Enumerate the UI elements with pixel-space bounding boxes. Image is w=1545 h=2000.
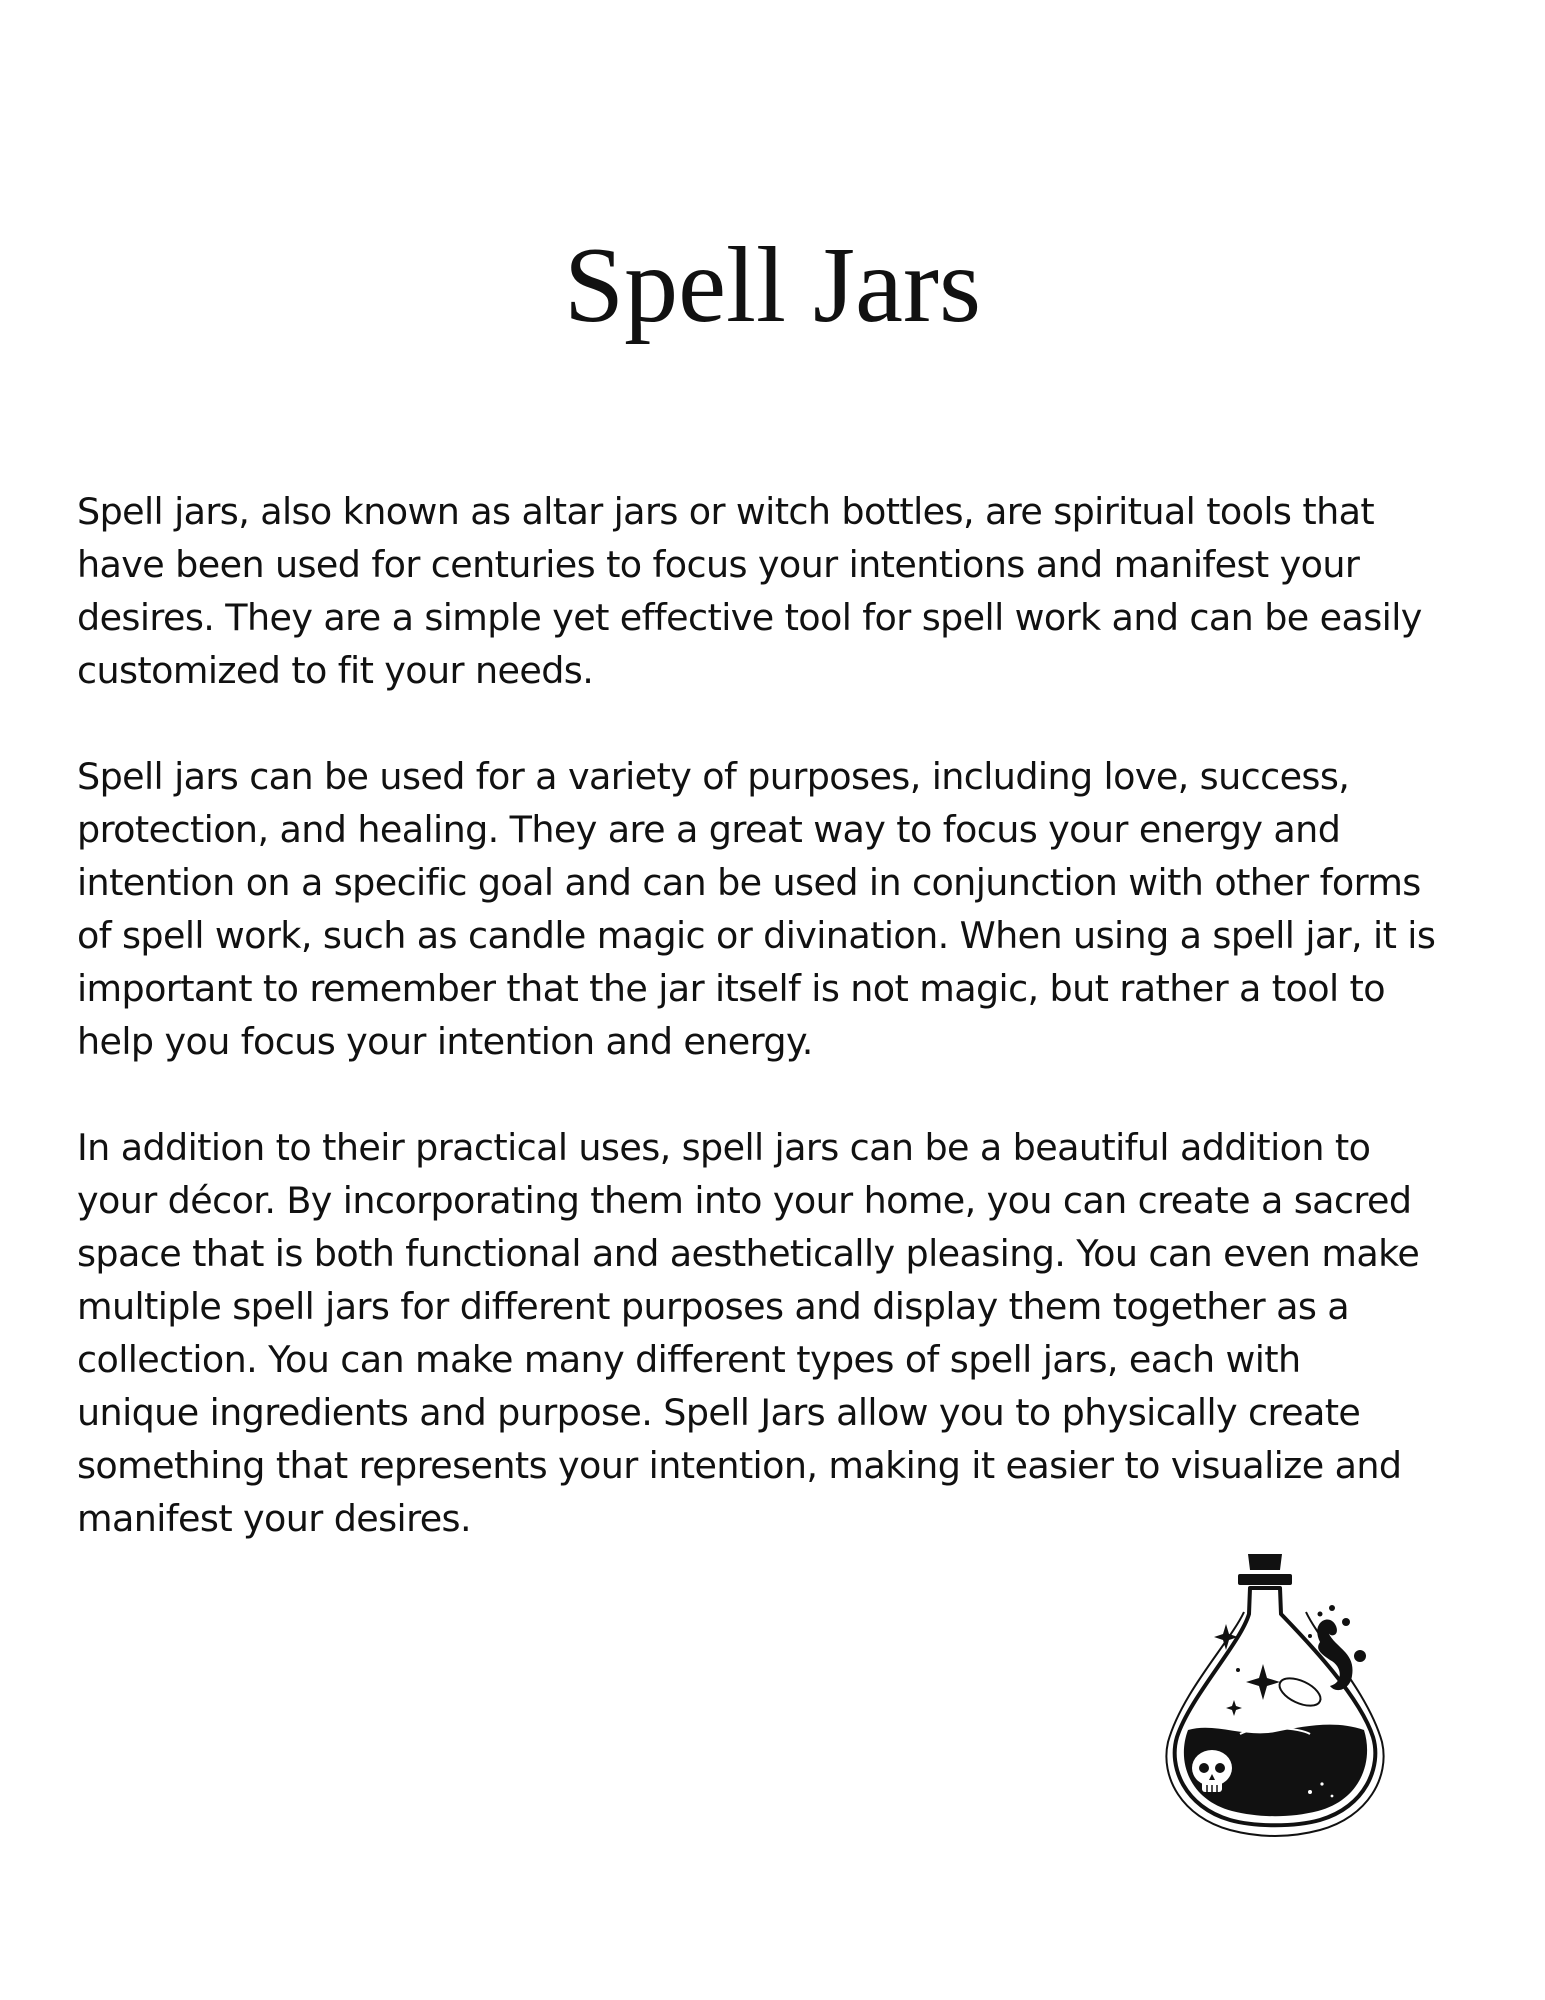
paragraph-line: desires. They are a simple yet effective tool for spell work and can be easily (77, 596, 1422, 639)
paragraph-line: multiple spell jars for different purposes and display them together as a (77, 1285, 1350, 1328)
page-title: Spell Jars (564, 226, 981, 345)
paragraph-line: have been used for centuries to focus your intentions and manifest your (77, 543, 1360, 586)
paragraph-line: something that represents your intention, making it easier to visualize and (77, 1444, 1402, 1487)
paragraph-line: intention on a specific goal and can be used in conjunction with other forms (77, 861, 1421, 904)
paragraph-1 (77, 485, 1477, 697)
paragraph-line: customized to fit your needs. (77, 649, 594, 692)
paragraph-line: protection, and healing. They are a great way to focus your energy and (77, 808, 1341, 851)
paragraph-line: unique ingredients and purpose. Spell Jars allow you to physically create (77, 1391, 1361, 1434)
paragraph-line: important to remember that the jar itself is not magic, but rather a tool to (77, 967, 1385, 1010)
paragraph-line: help you focus your intention and energy. (77, 1020, 813, 1063)
potion-bottle-skull-icon (1160, 1552, 1390, 1852)
paragraph-line: Spell jars, also known as altar jars or witch bottles, are spiritual tools that (77, 490, 1375, 533)
paragraph-line: your décor. By incorporating them into your home, you can create a sacred (77, 1179, 1412, 1222)
body-text (77, 485, 1477, 1598)
paragraph-line: Spell jars can be used for a variety of purposes, including love, success, (77, 755, 1350, 798)
paragraph-line: space that is both functional and aesthetically pleasing. You can even make (77, 1232, 1420, 1275)
paragraph-line: manifest your desires. (77, 1497, 471, 1540)
paragraph-3 (77, 1121, 1477, 1545)
paragraph-line: collection. You can make many different types of spell jars, each with (77, 1338, 1301, 1381)
paragraph-2 (77, 750, 1477, 1068)
paragraph-line: In addition to their practical uses, spell jars can be a beautiful addition to (77, 1126, 1371, 1169)
paragraph-line: of spell work, such as candle magic or divination. When using a spell jar, it is (77, 914, 1436, 957)
